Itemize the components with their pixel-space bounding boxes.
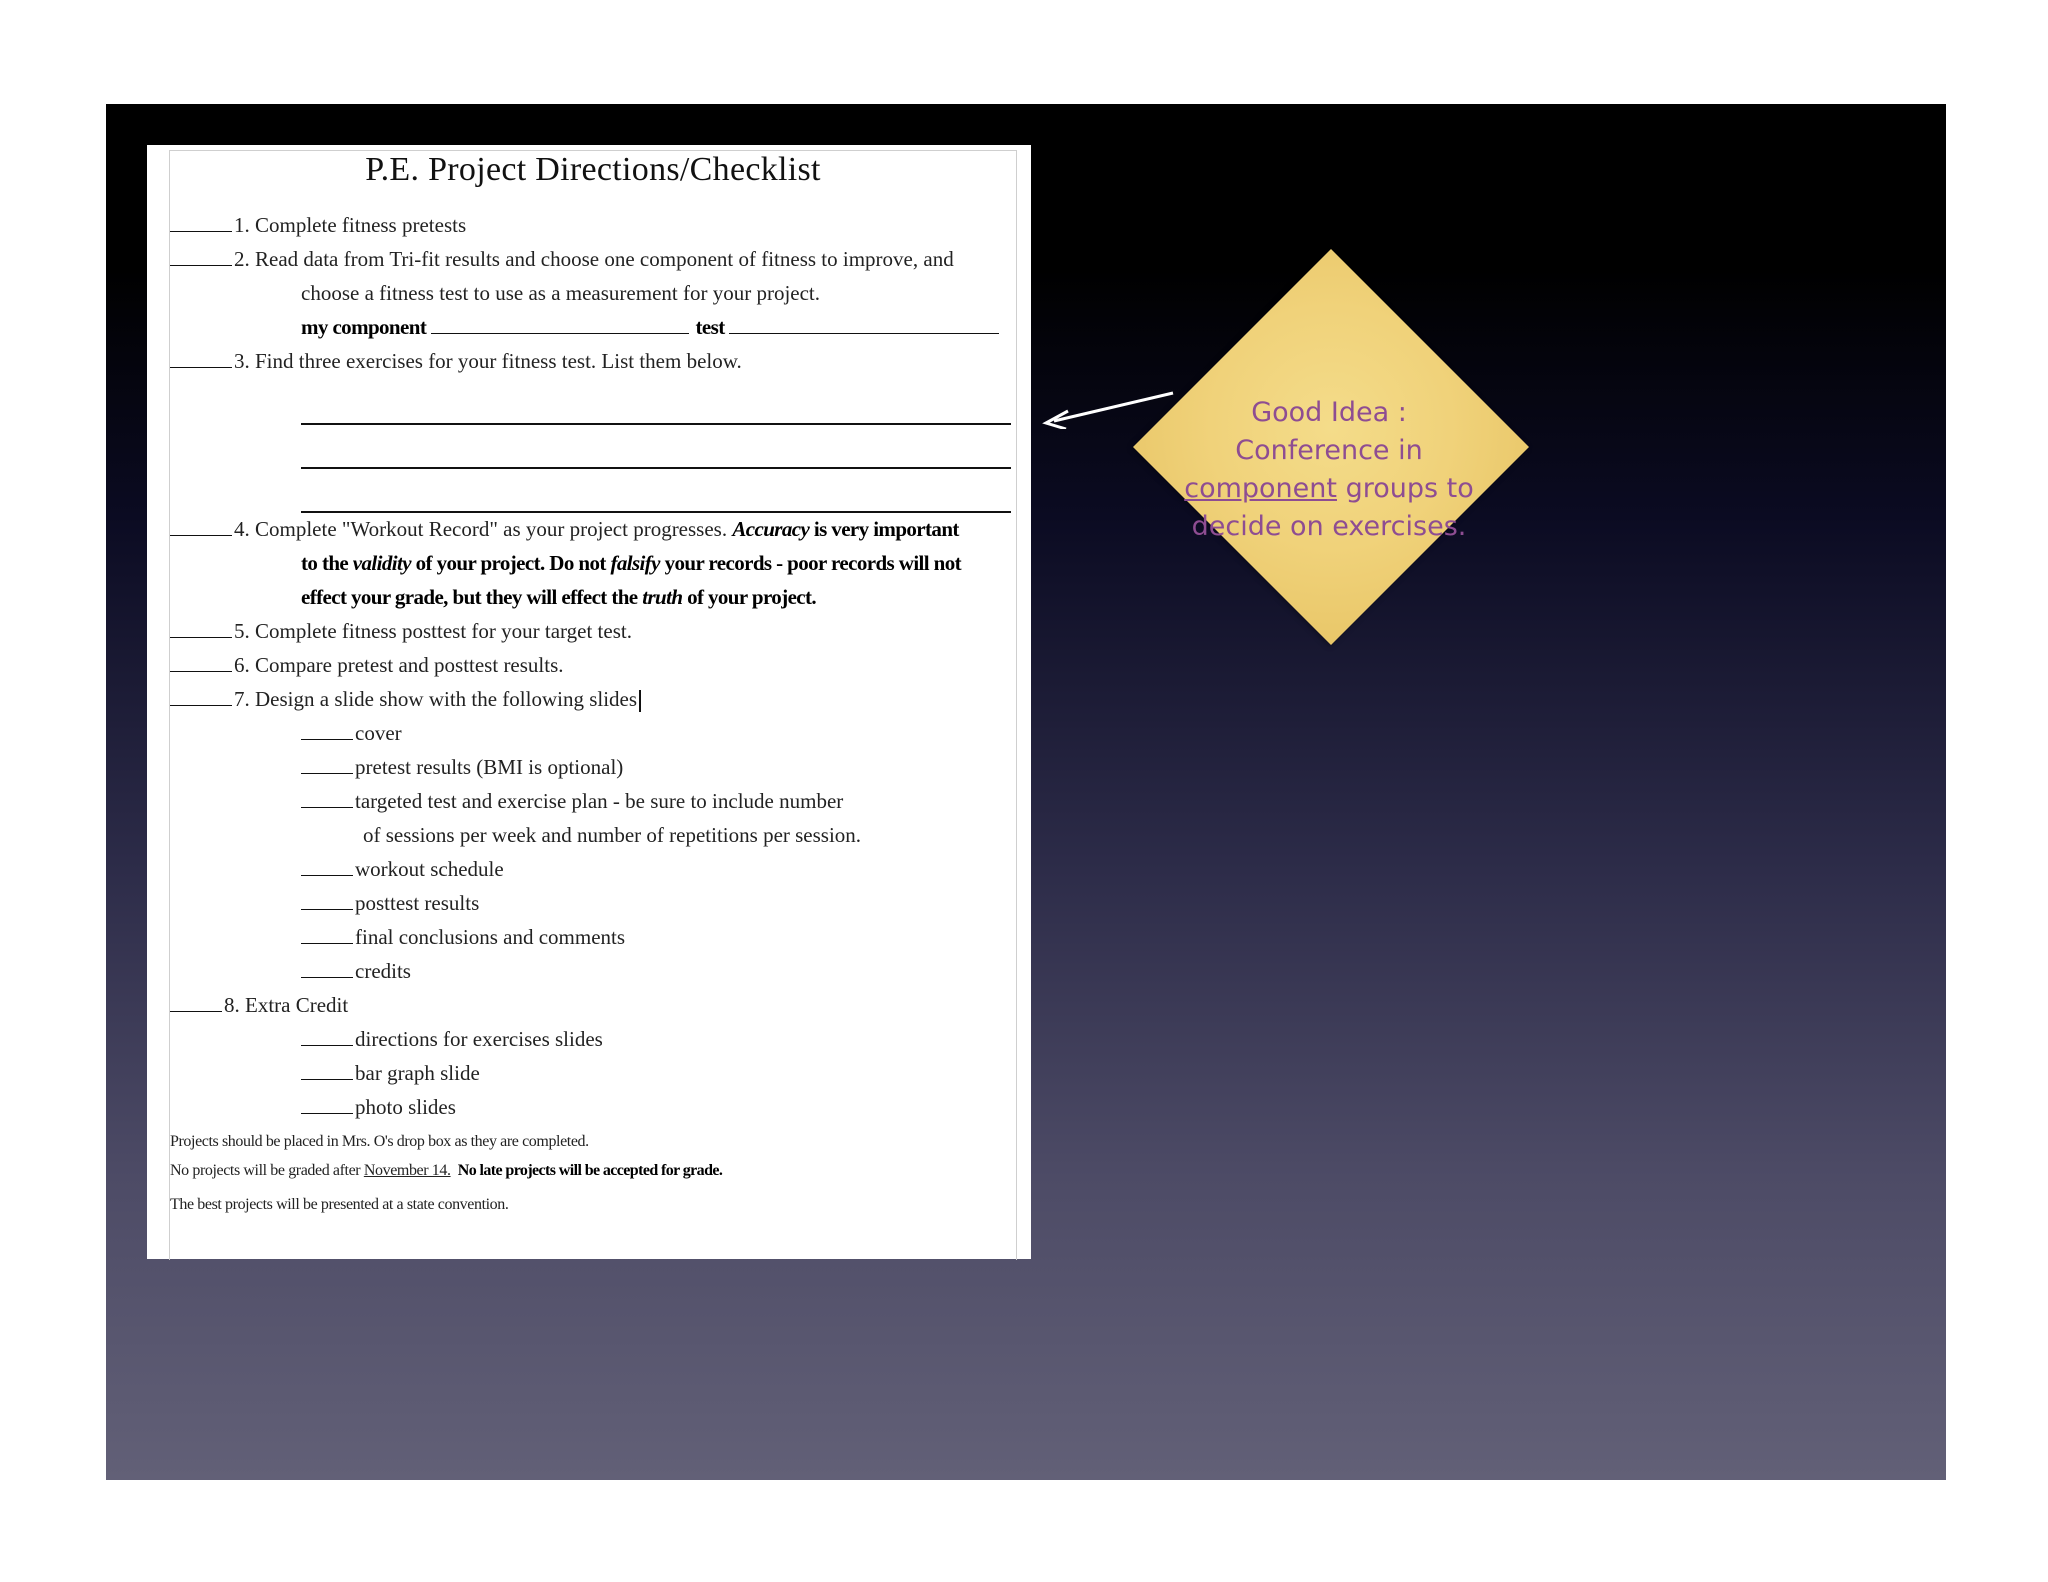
note-line-2: Conference in (1235, 435, 1423, 466)
footer-deadline: No projects will be graded after November 14. No late projects will be accepted for grade. (170, 1162, 723, 1179)
sticky-note-text (1154, 394, 1504, 546)
extra-credit-directions: directions for exercises slides (301, 1027, 603, 1052)
item-3: 3. Find three exercises for your fitness test. List them below. (170, 349, 742, 374)
slide-item-plan-continued: of sessions per week and number of repetitions per session. (363, 823, 862, 847)
footer-dropbox: Projects should be placed in Mrs. O's drop box as they are completed. (170, 1133, 589, 1150)
slide-item-credits: credits (301, 959, 411, 984)
item-5: 5. Complete fitness posttest for your target test. (170, 619, 632, 644)
slide-item-schedule: workout schedule (301, 857, 504, 882)
item-1: 1. Complete fitness pretests (170, 213, 466, 238)
item-2-fields: my component test (301, 315, 1001, 340)
document-title: P.E. Project Directions/Checklist (365, 151, 821, 188)
note-line-3: component groups to (1184, 473, 1474, 504)
exercise-line-1 (301, 423, 1011, 425)
extra-credit-photos: photo slides (301, 1095, 456, 1120)
slide-item-cover: cover (301, 721, 402, 746)
note-line-1: Good Idea : (1251, 397, 1407, 428)
item-4-continued-2: effect your grade, but they will effect the truth of your project. (301, 585, 817, 609)
document-image (147, 145, 1031, 1259)
slide-item-pretest: pretest results (BMI is optional) (301, 755, 623, 780)
item-8: 8. Extra Credit (170, 993, 348, 1018)
exercise-line-2 (301, 467, 1011, 469)
slide-item-posttest: posttest results (301, 891, 479, 916)
item-4-continued-1: to the validity of your project. Do not falsify your records - poor records will not (301, 551, 962, 575)
slide-item-plan: targeted test and exercise plan - be sure to include number (301, 789, 843, 814)
footer-convention: The best projects will be presented at a state convention. (170, 1196, 509, 1213)
exercise-line-3 (301, 511, 1011, 513)
slide (106, 104, 1946, 1480)
note-line-4: decide on exercises. (1191, 511, 1467, 542)
document-page (169, 150, 1017, 1260)
item-2-continued: choose a fitness test to use as a measurement for your project. (301, 281, 821, 305)
item-2: 2. Read data from Tri-fit results and choose one component of fitness to improve, and (170, 247, 954, 272)
item-6: 6. Compare pretest and posttest results. (170, 653, 564, 678)
item-7: 7. Design a slide show with the following slides (170, 687, 641, 712)
item-4: 4. Complete "Workout Record" as your project progresses. Accuracy is very important (170, 517, 959, 542)
extra-credit-bar-graph: bar graph slide (301, 1061, 480, 1086)
slide-item-conclusions: final conclusions and comments (301, 925, 625, 950)
